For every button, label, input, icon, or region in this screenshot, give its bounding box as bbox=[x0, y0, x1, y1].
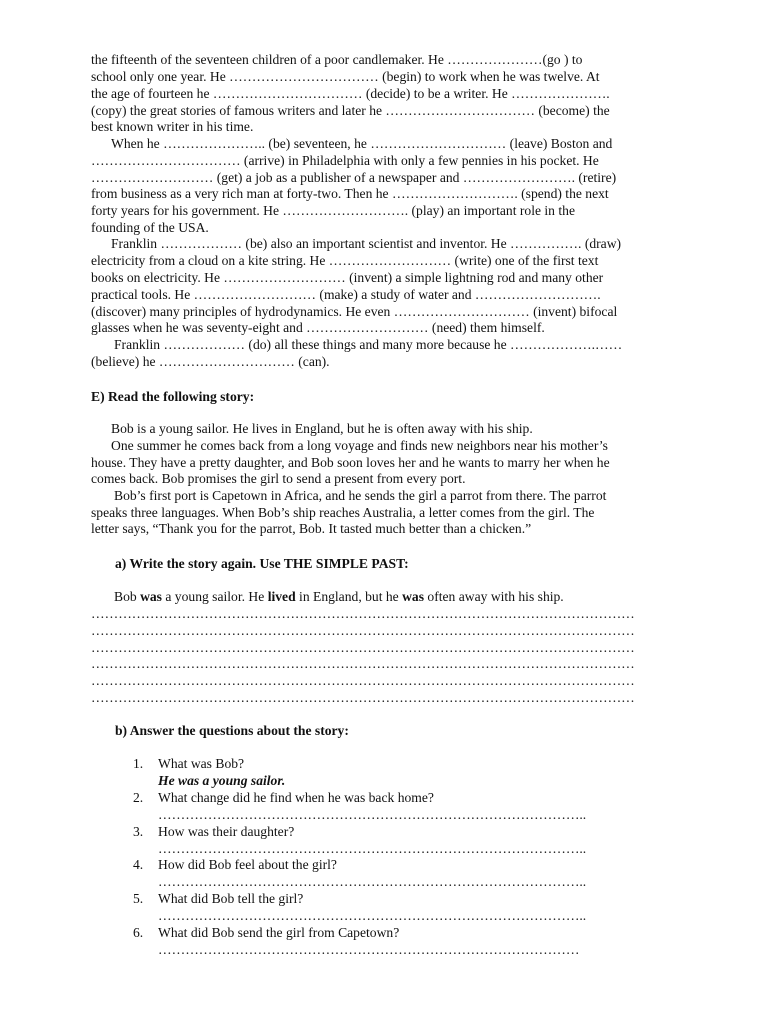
writing-line[interactable]: ………………………………………………………………………………………………………… bbox=[91, 623, 635, 638]
text-line: ……………………… (get) a job as a publisher of a newspaper and ……………………. (retire) bbox=[91, 170, 617, 185]
question-number: 4. bbox=[133, 857, 144, 872]
answer-line[interactable]: ………………………………………………………………………………….. bbox=[158, 807, 587, 822]
writing-line[interactable]: ………………………………………………………………………………………………………… bbox=[91, 606, 635, 621]
story-line: Bob is a young sailor. He lives in England, but he is often away with his ship. bbox=[111, 421, 533, 436]
text-line: founding of the USA. bbox=[91, 220, 209, 235]
example-verb: was bbox=[402, 589, 425, 604]
question-text: How was their daughter? bbox=[158, 824, 295, 839]
text-line: Franklin ……………… (do) all these things and many more because he ……………….…… bbox=[114, 337, 623, 352]
text-line: best known writer in his time. bbox=[91, 119, 254, 134]
text-line: electricity from a cloud on a kite string. He ……………………… (write) one of the first text bbox=[91, 253, 599, 268]
text-line: forty years for his government. He ………………………. (play) an important role in the bbox=[91, 203, 575, 218]
question-number: 2. bbox=[133, 790, 144, 805]
example-text: often away with his ship. bbox=[424, 589, 564, 604]
sample-answer: He was a young sailor. bbox=[158, 773, 286, 788]
example-text: Bob bbox=[114, 589, 141, 604]
text-line: books on electricity. He ……………………… (invent) a simple lightning rod and many other bbox=[91, 270, 604, 285]
story-line: Bob’s first port is Capetown in Africa, and he sends the girl a parrot from there. The parrot bbox=[114, 488, 607, 503]
story-line: letter says, “Thank you for the parrot, Bob. It tasted much better than a chicken.” bbox=[91, 521, 532, 536]
writing-line[interactable]: ………………………………………………………………………………………………………… bbox=[91, 690, 635, 705]
section-heading: E) Read the following story: bbox=[91, 389, 255, 404]
text-line: …………………………… (arrive) in Philadelphia with only a few pennies in his pocket. He bbox=[91, 153, 599, 168]
part-a-heading: a) Write the story again. Use THE SIMPLE PAST: bbox=[115, 556, 409, 571]
writing-line[interactable]: ………………………………………………………………………………………………………… bbox=[91, 656, 635, 671]
question-number: 3. bbox=[133, 824, 144, 839]
text-line: practical tools. He ……………………… (make) a study of water and ………………………. bbox=[91, 287, 601, 302]
text-line: school only one year. He …………………………… (begin) to work when he was twelve. At bbox=[91, 69, 600, 84]
question-text: What was Bob? bbox=[158, 756, 245, 771]
answer-line[interactable]: ………………………………………………………………………………….. bbox=[158, 841, 587, 856]
text-line: (copy) the great stories of famous writers and later he …………………………… (become) the bbox=[91, 103, 610, 118]
writing-line[interactable]: ………………………………………………………………………………………………………… bbox=[91, 640, 635, 655]
text-line: glasses when he was seventy-eight and ……………………… (need) them himself. bbox=[91, 320, 545, 335]
answer-line[interactable]: ………………………………………………………………………………… bbox=[158, 942, 580, 957]
question-number: 6. bbox=[133, 925, 144, 940]
question-number: 5. bbox=[133, 891, 144, 906]
example-text: in England, but he bbox=[295, 589, 403, 604]
question-text: What did Bob tell the girl? bbox=[158, 891, 304, 906]
question-text: What did Bob send the girl from Capetown? bbox=[158, 925, 400, 940]
story-line: speaks three languages. When Bob’s ship reaches Australia, a letter comes from the girl. The bbox=[91, 505, 595, 520]
story-line: comes back. Bob promises the girl to send a present from every port. bbox=[91, 471, 466, 486]
text-line: (discover) many principles of hydrodynamics. He even ………………………… (invent) bifocal bbox=[91, 304, 618, 319]
writing-line[interactable]: ………………………………………………………………………………………………………… bbox=[91, 673, 635, 688]
answer-line[interactable]: ………………………………………………………………………………….. bbox=[158, 908, 587, 923]
example-verb: lived bbox=[267, 589, 296, 604]
answer-line[interactable]: ………………………………………………………………………………….. bbox=[158, 874, 587, 889]
text-line: Franklin ……………… (be) also an important scientist and inventor. He ……………. (draw) bbox=[111, 236, 622, 251]
question-number: 1. bbox=[133, 756, 144, 771]
question-text: What change did he find when he was back home? bbox=[158, 790, 434, 805]
text-line: from business as a very rich man at forty-two. Then he ………………………. (spend) the next bbox=[91, 186, 609, 201]
question-text: How did Bob feel about the girl? bbox=[158, 857, 337, 872]
text-line: When he ………………….. (be) seventeen, he ………………………… (leave) Boston and bbox=[111, 136, 613, 151]
story-line: house. They have a pretty daughter, and Bob soon loves her and he wants to marry her when he bbox=[91, 455, 610, 470]
text-line: the fifteenth of the seventeen children of a poor candlemaker. He …………………(go ) to bbox=[91, 52, 583, 67]
text-line: the age of fourteen he …………………………… (decide) to be a writer. He …………………. bbox=[91, 86, 610, 101]
example-verb: was bbox=[140, 589, 162, 604]
example-sentence bbox=[114, 589, 564, 606]
part-b-heading: b) Answer the questions about the story: bbox=[115, 723, 349, 738]
story-line: One summer he comes back from a long voyage and finds new neighbors near his mother’s bbox=[111, 438, 608, 453]
example-text: a young sailor. He bbox=[161, 589, 268, 604]
text-line: (believe) he ………………………… (can). bbox=[91, 354, 330, 369]
